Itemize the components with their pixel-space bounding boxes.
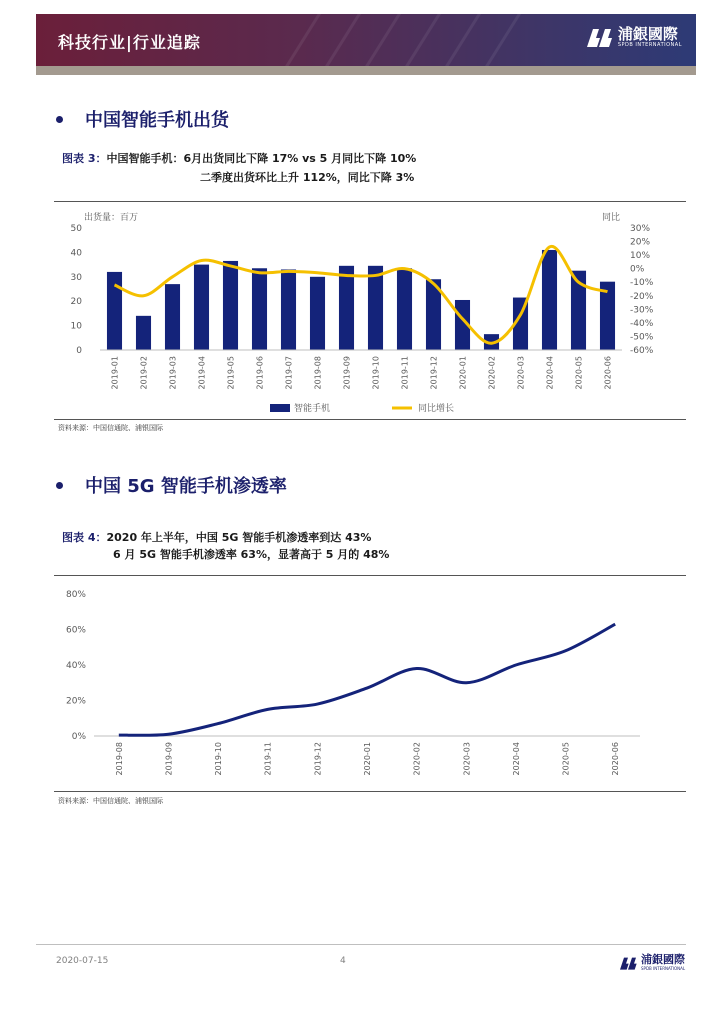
- x-tick-label: 2019-08: [114, 742, 124, 776]
- right-tick-label: 10%: [630, 251, 651, 262]
- x-tick-label: 2020-05: [561, 742, 571, 776]
- bar-shipments: [252, 268, 267, 350]
- source-note: 资料来源：中国信通院、浦银国际: [58, 424, 163, 432]
- y-tick-label: 60%: [65, 625, 86, 636]
- right-tick-label: 0%: [630, 264, 645, 275]
- x-tick-label: 2020-03: [516, 356, 526, 390]
- figure-label: 图表 4：: [62, 531, 107, 544]
- right-tick-label: -20%: [630, 291, 654, 302]
- footer-date: 2020-07-15: [56, 956, 109, 966]
- spdb-logo-icon: [584, 25, 614, 49]
- left-axis-title: 出货量：百万: [84, 213, 139, 223]
- page-number: 4: [340, 956, 346, 966]
- left-tick-label: 40: [70, 248, 82, 259]
- right-tick-label: -50%: [630, 332, 654, 343]
- x-tick-label: 2019-03: [168, 356, 178, 390]
- line-yoy-growth: [115, 246, 608, 343]
- bar-shipments: [136, 316, 151, 350]
- x-tick-label: 2020-02: [487, 356, 497, 390]
- bar-shipments: [542, 250, 557, 350]
- left-tick-label: 10: [70, 321, 82, 332]
- chart-5g-penetration: [54, 578, 686, 788]
- legend-swatch-bar: [270, 404, 290, 412]
- footer-logo-sub: SPDB INTERNATIONAL: [641, 966, 686, 971]
- right-axis-title: 同比: [602, 213, 621, 223]
- figure-3-caption: [62, 149, 416, 169]
- right-tick-label: -40%: [630, 318, 654, 329]
- section-title-5g-penetration: [56, 472, 287, 498]
- right-tick-label: -30%: [630, 305, 654, 316]
- x-tick-label: 2019-06: [255, 356, 265, 390]
- header-logo-name: 浦銀國際: [617, 25, 678, 43]
- footer-rule: [36, 944, 686, 945]
- x-tick-label: 2020-01: [458, 356, 468, 390]
- bar-shipments: [339, 266, 354, 350]
- section-bullet: [56, 116, 63, 123]
- footer-logo: [618, 954, 685, 971]
- y-tick-label: 20%: [65, 696, 86, 707]
- chart-top-rule: [54, 201, 686, 202]
- figure-4-caption-line-2: 6 月 5G 智能手机渗透率 63%，显著高于 5 月的 48%: [113, 548, 390, 561]
- x-tick-label: 2019-12: [313, 742, 323, 776]
- header-title: 科技行业|行业追踪: [58, 33, 201, 52]
- y-tick-label: 0%: [71, 732, 86, 742]
- source-note: 资料来源：中国信通院、浦银国际: [58, 797, 163, 805]
- chart-shipments: [54, 204, 686, 418]
- x-tick-label: 2019-05: [226, 356, 236, 390]
- section-title-text: 中国智能手机出货: [85, 110, 229, 131]
- x-tick-label: 2020-01: [363, 742, 372, 776]
- bar-shipments: [397, 268, 412, 350]
- x-tick-label: 2019-07: [284, 356, 294, 390]
- figure-3-caption-line-2: 二季度出货环比上升 112%，同比下降 3%: [200, 171, 415, 184]
- spdb-logo-icon: [618, 955, 638, 971]
- section-bullet: [56, 482, 63, 489]
- x-tick-label: 2019-02: [139, 356, 149, 390]
- figure-label: 图表 3：: [62, 152, 107, 165]
- bar-shipments: [223, 261, 238, 350]
- x-tick-label: 2019-11: [400, 356, 410, 390]
- x-tick-label: 2020-04: [545, 356, 555, 390]
- x-tick-label: 2020-06: [611, 742, 621, 776]
- right-tick-label: 20%: [630, 237, 651, 248]
- left-tick-label: 20: [70, 297, 82, 308]
- x-tick-label: 2020-05: [574, 356, 584, 390]
- x-tick-label: 2019-12: [429, 356, 439, 390]
- bar-shipments: [165, 284, 180, 350]
- bar-shipments: [368, 266, 383, 350]
- x-tick-label: 2019-09: [342, 356, 352, 390]
- header-logo: [584, 25, 682, 49]
- x-tick-label: 2019-04: [197, 356, 207, 390]
- section-title-text: 中国 5G 智能手机渗透率: [85, 476, 287, 497]
- chart-top-rule: [54, 575, 686, 576]
- header-bottom-band: [36, 66, 696, 75]
- x-tick-label: 2020-03: [462, 742, 472, 776]
- bar-shipments: [107, 272, 122, 350]
- bar-shipments: [194, 265, 209, 350]
- bar-shipments: [281, 269, 296, 350]
- left-tick-label: 30: [70, 272, 82, 283]
- left-tick-label: 0: [76, 346, 82, 356]
- x-tick-label: 2019-11: [263, 742, 273, 776]
- x-tick-label: 2020-06: [603, 356, 613, 390]
- right-tick-label: -60%: [630, 346, 654, 356]
- chart-bottom-rule: [54, 791, 686, 792]
- legend-label: 智能手机: [294, 404, 331, 414]
- left-tick-label: 50: [70, 224, 82, 234]
- y-tick-label: 40%: [65, 661, 86, 671]
- right-tick-label: -10%: [630, 278, 654, 289]
- footer-logo-name: 浦銀國際: [641, 953, 685, 966]
- x-tick-label: 2019-09: [164, 742, 174, 776]
- line-5g-penetration: [119, 624, 615, 735]
- x-tick-label: 2020-02: [412, 742, 422, 776]
- x-tick-label: 2019-10: [214, 742, 224, 776]
- chart-bottom-rule: [54, 419, 686, 420]
- header-band: [36, 14, 696, 66]
- legend-label: 同比增长: [418, 404, 455, 414]
- x-tick-label: 2019-08: [313, 356, 323, 390]
- x-tick-label: 2019-01: [110, 356, 120, 390]
- right-tick-label: 30%: [630, 224, 651, 234]
- caption-line-1: 中国智能手机：6月出货同比下降 17% vs 5 月同比下降 10%: [106, 152, 417, 165]
- section-title-shipments: [56, 106, 229, 132]
- x-tick-label: 2019-10: [371, 356, 381, 390]
- y-tick-label: 80%: [65, 590, 86, 600]
- header-logo-sub: SPDB INTERNATIONAL: [617, 42, 682, 48]
- bar-shipments: [310, 277, 325, 350]
- caption-line-1: 2020 年上半年，中国 5G 智能手机渗透率到达 43%: [106, 531, 372, 544]
- x-tick-label: 2020-04: [511, 742, 521, 776]
